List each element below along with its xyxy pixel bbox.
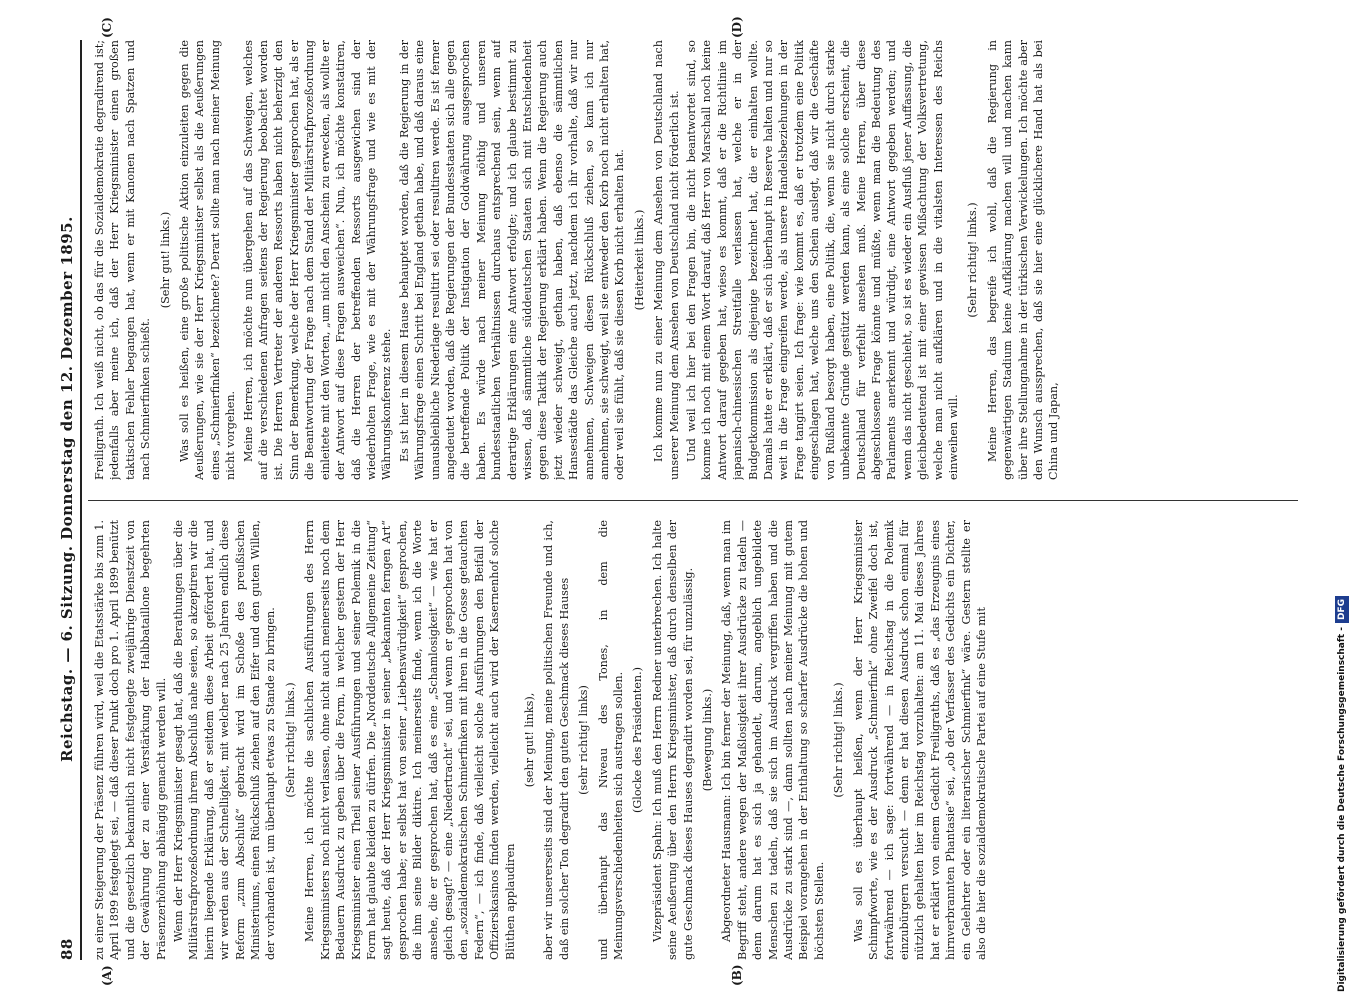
interjection: (Sehr richtig! links.) <box>283 682 297 798</box>
dfg-logo: DFG <box>1335 596 1349 623</box>
digitization-text: Digitalisierung gefördert durch die Deutsche Forschungsgemeinschaft - <box>1337 627 1347 992</box>
interjection: (Sehr richtig! links.) <box>966 202 980 318</box>
interjection: (Glocke des Präsidenten.) <box>631 667 645 814</box>
right-text-column <box>92 40 1292 480</box>
paragraph: Wenn der Herr Kriegsminister gesagt hat, daß die Berathungen über die Militärstrafprozeßordnung ihrem Abschluß nahe seien, so akzeptiren wir die hierin liegende Erklärung, daß er seitdem diese Arbeit gefördert hat, und wir werden aus der Schnelligkeit, mit welcher nach 25 Jahren endlich diese Reform „zum Abschluß“ gebracht wird im Schoße des preußischen Ministeriums, einen Rückschluß ziehen auf den Eifer und den guten Willen, der vorhanden ist, um überhaupt etwas zu Stande zu bringen. <box>172 520 278 960</box>
paragraph: Und weil ich hier bei den Fragen bin, die nicht beantwortet sind, so komme ich noch mit einem Wort darauf, daß Herr von Marschall noch keine Antwort darauf gegeben hat, wieso es kommt, daß er die Richtlinie im japanisch-chinesischen Streitfalle verlassen hat, welche er in der Budgetkommission als diejenige bezeichnet hat, die er einhalten wollte. Damals hatte er erklärt, daß er sich überhaupt in Reserve halten und nur so weit in die Frage eingreifen werde, als unsere Handelsbeziehungen in der Frage tangirt seien. Ich frage: wie kommt es, daß er trotzdem eine Politik eingeschlagen hat, welche uns den Schein auslegt, daß wir die Geschäfte von Rußland besorgt haben, eine Politik, die, wenn sie nicht durch starke unbekannte Gründe gestützt werden kann, als eine solche erscheint, die Deutschland für verfehlt ansehen muß. Meine Herren, über diese abgeschlossene Frage könnte und müßte, wenn man die Bedeutung des Parlaments anerkennt und würdigt, eine Antwort gegeben werden; und wenn das nicht geschieht, so ist es wieder ein Ausfluß jener Auffassung, die gleichbedeutend ist mit einer gewissen Mißachtung der Volksvertretung, welche man nicht aufklären und in die vitalsten Interessen des Reichs einweihen will. <box>685 40 960 480</box>
paragraph: Meine Herren, das begreife ich wohl, daß die Regierung in gegenwärtigen Stadium keine Aufklärung machen will und machen kann über ihre Stellungnahme in der türkischen Verwickelungen. Ich möchte aber den Wunsch aussprechen, daß sie hier eine glücklichere Hand hat als bei China und Japan, <box>985 40 1061 480</box>
paragraph: aber wir unsererseits sind der Meinung, meine politischen Freunde und ich, daß ein solcher Ton degradirt den guten Geschmack dieses Hauses <box>542 520 571 960</box>
paragraph: Abgeordneter Hausmann: Ich bin ferner der Meinung, daß, wenn man im Begriff steht, andere wegen der Maßlosigkeit ihrer Ausdrücke zu tadeln — denn darum hat es sich ja gehandelt, darum, angeblich ungebildete Menschen zu tadeln, daß sie sich im Ausdruck vergriffen haben und die Ausdrücke zu stark sind —, dann sollten nach meiner Meinung mit gutem Beispiel vorangehen in der Enthaltung so scharfer Ausdrücke die hohen und höchsten Stellen. <box>720 520 826 960</box>
paragraph: Was soll es überhaupt heißen, wenn der Herr Kriegsminister Schimpfworte, wie es der Ausdruck „Schmierfink“ ohne Zweifel doch ist, fortwährend — ich sage: fortwährend — in Reichstag in die Polemik einzubürgern versucht — denn er hat diesen Ausdruck schon einmal für nützlich gehalten hier im Reichstag vorzuhalten: am 11. Mai dieses Jahres hat er erklärt von einem Gedicht Freiligraths, daß es „das Erzeugnis eines hirnverbrannten Phantasie“ sei, „ob der Verfasser des Gedichts ein Dichter, ein Gelehrter oder ein literarischer Schmierfink“ wäre. Gestern stellte er also die hier die sozialdemokratische Partei auf eine Stufe mit <box>851 520 988 960</box>
interjection: (Sehr richtig! links.) <box>832 682 846 798</box>
rotated-document-page <box>40 0 1320 1000</box>
interjection: (Bewegung links.) <box>701 688 715 792</box>
paragraph: Vizepräsident Spahn: Ich muß den Herrn Redner unterbrechen. Ich halte seine Aeußerung über den Herrn Kriegsminister, daß durch denselben der gute Geschmack dieses Hauses degradirt worden sei, für unzulässig. <box>650 520 695 960</box>
margin-marker-b: (B) <box>730 964 744 986</box>
margin-marker-d: (D) <box>730 16 744 38</box>
margin-marker-a: (A) <box>100 965 114 986</box>
paragraph: und überhaupt das Niveau des Tones, in dem die Meinungsverschiedenheiten sich austragen sollen. <box>596 520 625 960</box>
page-title: Reichstag. — 6. Sitzung. Donnerstag den 12. Dezember 1895. <box>58 216 76 762</box>
paragraph: Ich komme nun zu einer Meinung dem Ansehen von Deutschland nach unserer Meinung dem Ansehen von Deutschland nicht förderlich ist. <box>652 40 681 480</box>
page-number: 88 <box>58 938 76 960</box>
left-text-column <box>92 520 1292 960</box>
interjection: (Sehr gut! links.) <box>158 211 172 309</box>
interjection: (Heiterkeit links.) <box>632 209 646 311</box>
paragraph: Es ist hier in diesem Hause behauptet worden, daß die Regierung in der Währungsfrage einen Schritt bei England gethan habe, und daß daraus eine unausbleibliche Niederlage resultirt sei oder resultiren werde. Es ist ferner angedeutet worden, daß die Regierungen der Bundesstaaten sich alle gegen die betreffende Politik der Instigation der Goldwährung ausgesprochen haben. Es würde nach meiner Meinung nöthig und unseren bundesstaatlichen Verhältnissen durchaus entsprechend sein, wenn auf derartige Erklärungen eine Antwort erfolgte; und ich glaube bestimmt zu wissen, daß sämmtliche süddeutschen Staaten sich mit Entschiedenheit gegen diese Taktik der Regierung erklärt haben. Wenn die Regierung auch jetzt wieder schweigt, gethan haben, daß ebenso die sämmtlichen Hansestädte das Gleiche auch jetzt, nachdem ich ihr vorhalte, daß wir nur annehmen, Schweigen diesen Rückschluß ziehen, so kann ich nur annehmen, sie schweigt, weil sie entweder den Korb noch nicht erhalten hat, oder weil sie fühlt, daß sie diesen Korb nicht erhalten hat. <box>397 40 627 480</box>
column-divider <box>88 500 1298 501</box>
interjection: (sehr richtig! links) <box>577 685 591 795</box>
margin-marker-c: (C) <box>100 17 114 38</box>
interjection: (sehr gut! links), <box>522 692 536 788</box>
digitization-credit <box>1335 8 1349 992</box>
paragraph: Was soll es heißen, eine große politische Aktion einzuleiten gegen die Aeußerungen, wie sie der Herr Kriegsminister selbst als die Aeußerungen eines „Schmierfinken“ bezeichnete? Derart sollte man nach meiner Meinung nicht vorgehen. <box>178 40 238 480</box>
paragraph: Meine Herren, ich möchte die sachlichen Ausführungen des Herrn Kriegsministers noch nicht verlassen, ohne nicht auch meinerseits noch dem Bedauern Ausdruck zu geben über die Form, in welcher gestern der Herr Kriegsminister einen Theil seiner Ausführungen und seiner Polemik in die Form hat glaubte kleiden zu dürfen. Die „Norddeutsche Allgemeine Zeitung“ sagt heute, daß der Herr Kriegsminister in seiner „bekannten ferngen Art“ gesprochen habe; er selbst hat von seiner „Liebenswürdigkeit“ gesprochen, die ihm seine Bilder diktire. Ich meinerseits finde, wenn ich die Worte ansehe, die er gesprochen hat, daß es eine „Schamlosigkeit“ — wie hat er gleich gesagt? — eine „Niedertracht“ sei, und wenn er gesprochen hat von den „sozialdemokratischen Schmierfinken mit ihren in die Gosse getauchten Federn“, — ich finde, daß vielleicht solche Ausführungen den Beifall der Offizierskasinos finden werden, vielleicht auch wird der Kasernenhof solche Blüthen applaudiren <box>303 520 517 960</box>
page-header <box>40 40 76 960</box>
header-rule <box>80 40 82 960</box>
paragraph: zu einer Steigerung der Präsenz führen wird, weil die Etatsstärke bis zum 1. April 1899 festgelegt sei, — daß dieser Punkt doch pro 1. April 1899 benützt und die gesetzlich bekanntlich nicht festgelegte zweijährige Dienstzeit von der Gewährung der zu einer Verstärkung der Halbbataillone begehrten Präsenzerhöhung abhängig gemacht werden will. <box>93 520 168 960</box>
paragraph: Meine Herren, ich möchte nun übergehen auf das Schweigen, welches auf die verschiedenen Anfragen seitens der Regierung beobachtet worden ist. Die Herren Vertreter der anderen Ressorts haben nicht beherzigt den Sinn der Bemerkung, welche der Herr Kriegsminister gesprochen hat, als er die Beantwortung der Frage nach dem Stand der Militärstrafprozeßordnung einleitete mit den Worten, „um nicht den Anschein zu erwecken, als wollte er der Antwort auf diese Fragen ausweichen“. Nun, ich möchte konstatiren, daß die Herren der betreffenden Ressorts ausgewichen sind der wiederholten Frage, wie es mit der Währungsfrage und wie es mit der Währungskonferenz stehe. <box>241 40 394 480</box>
paragraph: Freiligrath. Ich weiß nicht, ob das für die Sozialdemokratie degradirend ist; jedenfalls aber meine ich, daß der Herr Kriegsminister einen großen taktischen Fehler begangen hat, wenn er mit Kanonen nach Spatzen und nach Schmierfinken schießt. <box>93 40 153 480</box>
